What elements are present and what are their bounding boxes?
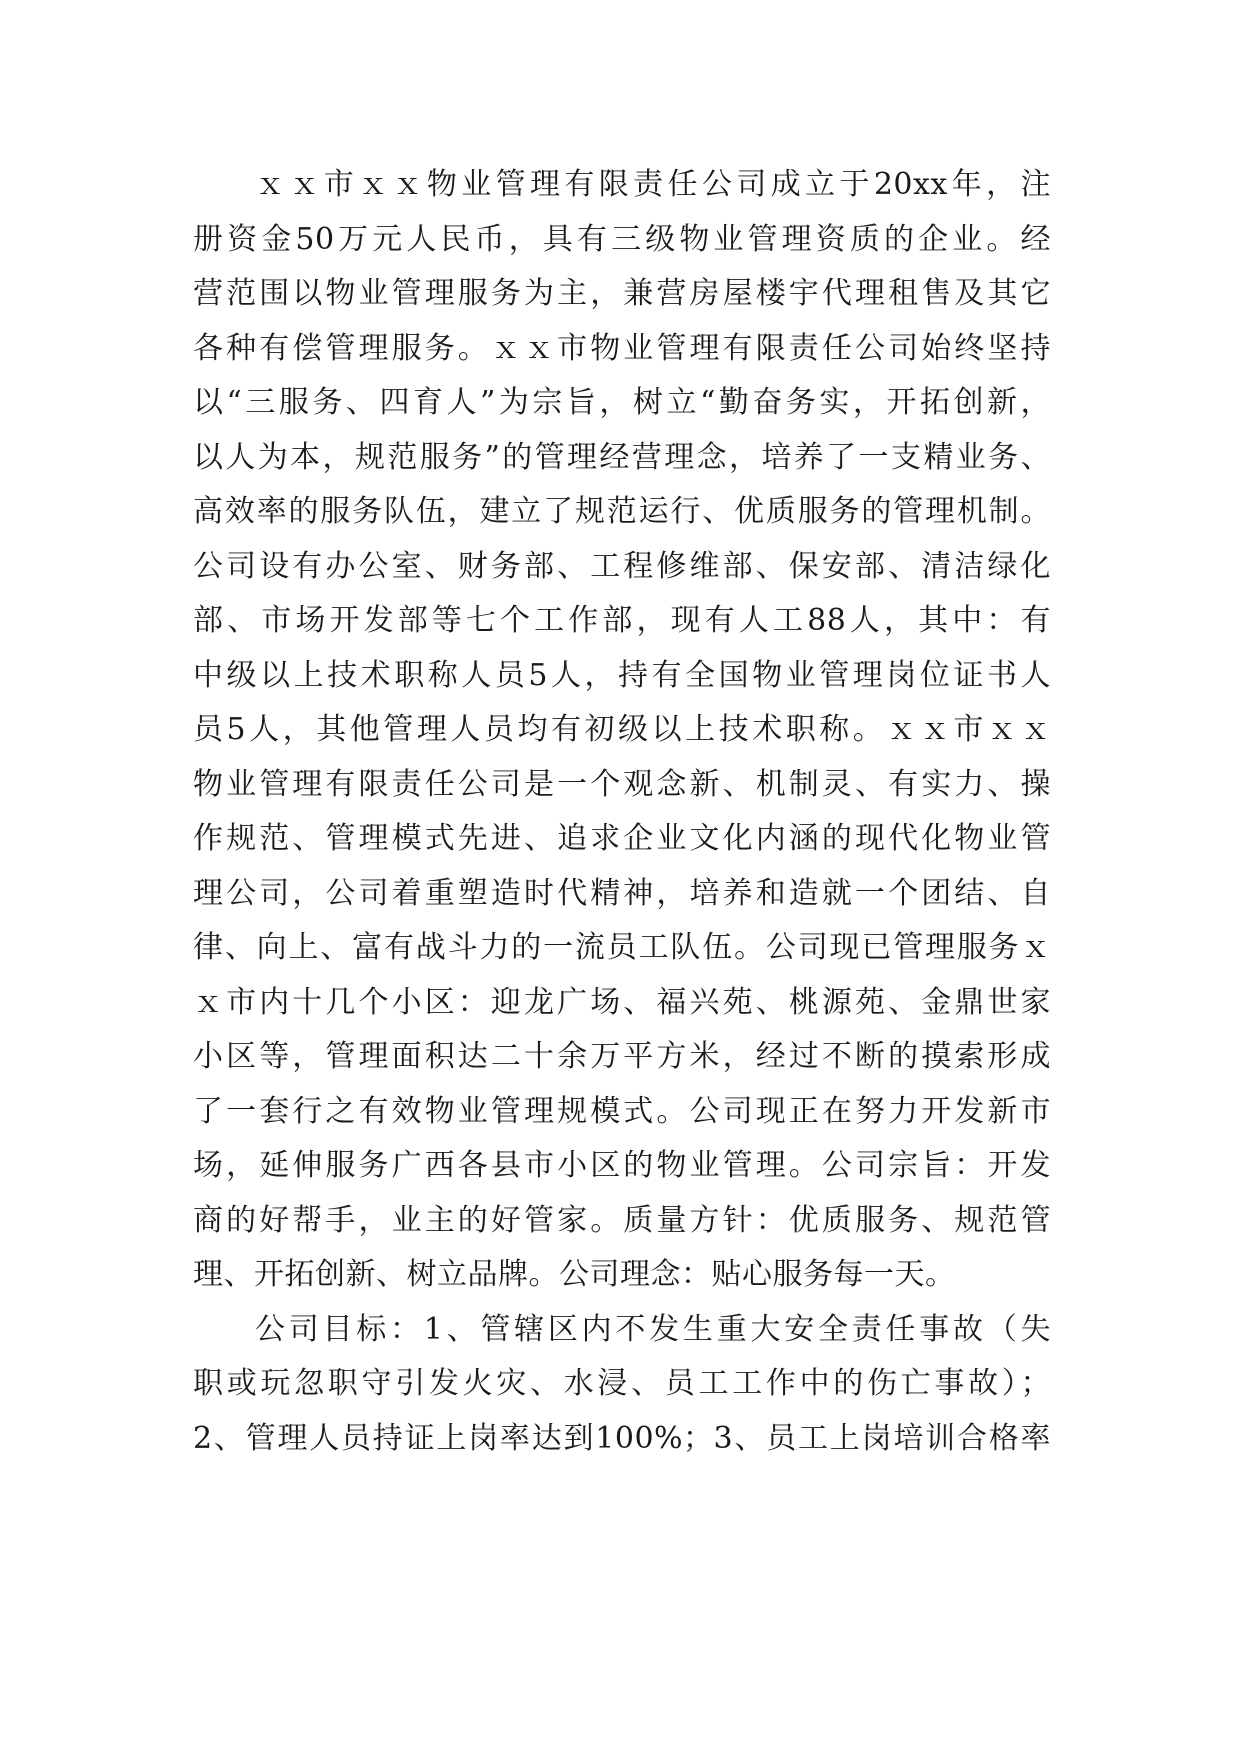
paragraph-1-line-21: 理、开拓创新、树立品牌。公司理念：贴心服务每一天。 bbox=[193, 1257, 956, 1292]
paragraph-1-line-7: 高效率的服务队伍，建立了规范运行、优质服务的管理机制。 bbox=[193, 494, 1051, 529]
paragraph-1-line-2: 册资金50万元人民币，具有三级物业管理资质的企业。经 bbox=[193, 221, 1051, 257]
paragraph-1-line-1: ｘｘ市ｘｘ物业管理有限责任公司成立于20xx年，注 bbox=[255, 167, 1051, 202]
paragraph-1-line-10: 中级以上技术职称人员5人，持有全国物业管理岗位证书人 bbox=[193, 657, 1051, 693]
document-body bbox=[193, 158, 1051, 1466]
paragraph-1-line-5: 以“三服务、四育人”为宗旨，树立“勤奋务实，开拓创新， bbox=[193, 385, 1051, 420]
paragraph-1-line-13: 作规范、管理模式先进、追求企业文化内涵的现代化物业管 bbox=[193, 821, 1051, 856]
paragraph-1-line-17: 小区等，管理面积达二十余万平方米，经过不断的摸索形成 bbox=[193, 1039, 1051, 1074]
paragraph-1-line-11: 员5人，其他管理人员均有初级以上技术职称。ｘｘ市ｘｘ bbox=[193, 712, 1051, 747]
paragraph-2-line-1: 公司目标：1、管辖区内不发生重大安全责任事故（失 bbox=[255, 1311, 1051, 1347]
paragraph-2-line-3: 2、管理人员持证上岗率达到100%；3、员工上岗培训合格率 bbox=[193, 1420, 1051, 1456]
paragraph-1-line-9: 部、市场开发部等七个工作部，现有人工88人，其中：有 bbox=[193, 603, 1051, 638]
paragraph-1-line-6: 以人为本，规范服务”的管理经营理念，培养了一支精业务、 bbox=[193, 439, 1051, 475]
paragraph-1-line-14: 理公司，公司着重塑造时代精神，培养和造就一个团结、自 bbox=[193, 875, 1051, 911]
paragraph-1-line-4: 各种有偿管理服务。ｘｘ市物业管理有限责任公司始终坚持 bbox=[193, 330, 1051, 366]
paragraph-1-line-19: 场，延伸服务广西各县市小区的物业管理。公司宗旨：开发 bbox=[193, 1148, 1051, 1183]
paragraph-1-line-18: 了一套行之有效物业管理规模式。公司现正在努力开发新市 bbox=[193, 1093, 1051, 1129]
paragraph-1-line-16: ｘ市内十几个小区：迎龙广场、福兴苑、桃源苑、金鼎世家 bbox=[193, 984, 1051, 1020]
paragraph-1-line-15: 律、向上、富有战斗力的一流员工队伍。公司现已管理服务ｘ bbox=[193, 930, 1051, 965]
paragraph-1-line-12: 物业管理有限责任公司是一个观念新、机制灵、有实力、操 bbox=[193, 766, 1051, 802]
paragraph-1-line-20: 商的好帮手，业主的好管家。质量方针：优质服务、规范管 bbox=[193, 1202, 1051, 1238]
paragraph-1-line-3: 营范围以物业管理服务为主，兼营房屋楼宇代理租售及其它 bbox=[193, 276, 1051, 311]
paragraph-2-line-2: 职或玩忽职守引发火灾、水浸、员工工作中的伤亡事故）； bbox=[193, 1366, 1051, 1401]
paragraph-1-line-8: 公司设有办公室、财务部、工程修维部、保安部、清洁绿化 bbox=[193, 548, 1051, 584]
